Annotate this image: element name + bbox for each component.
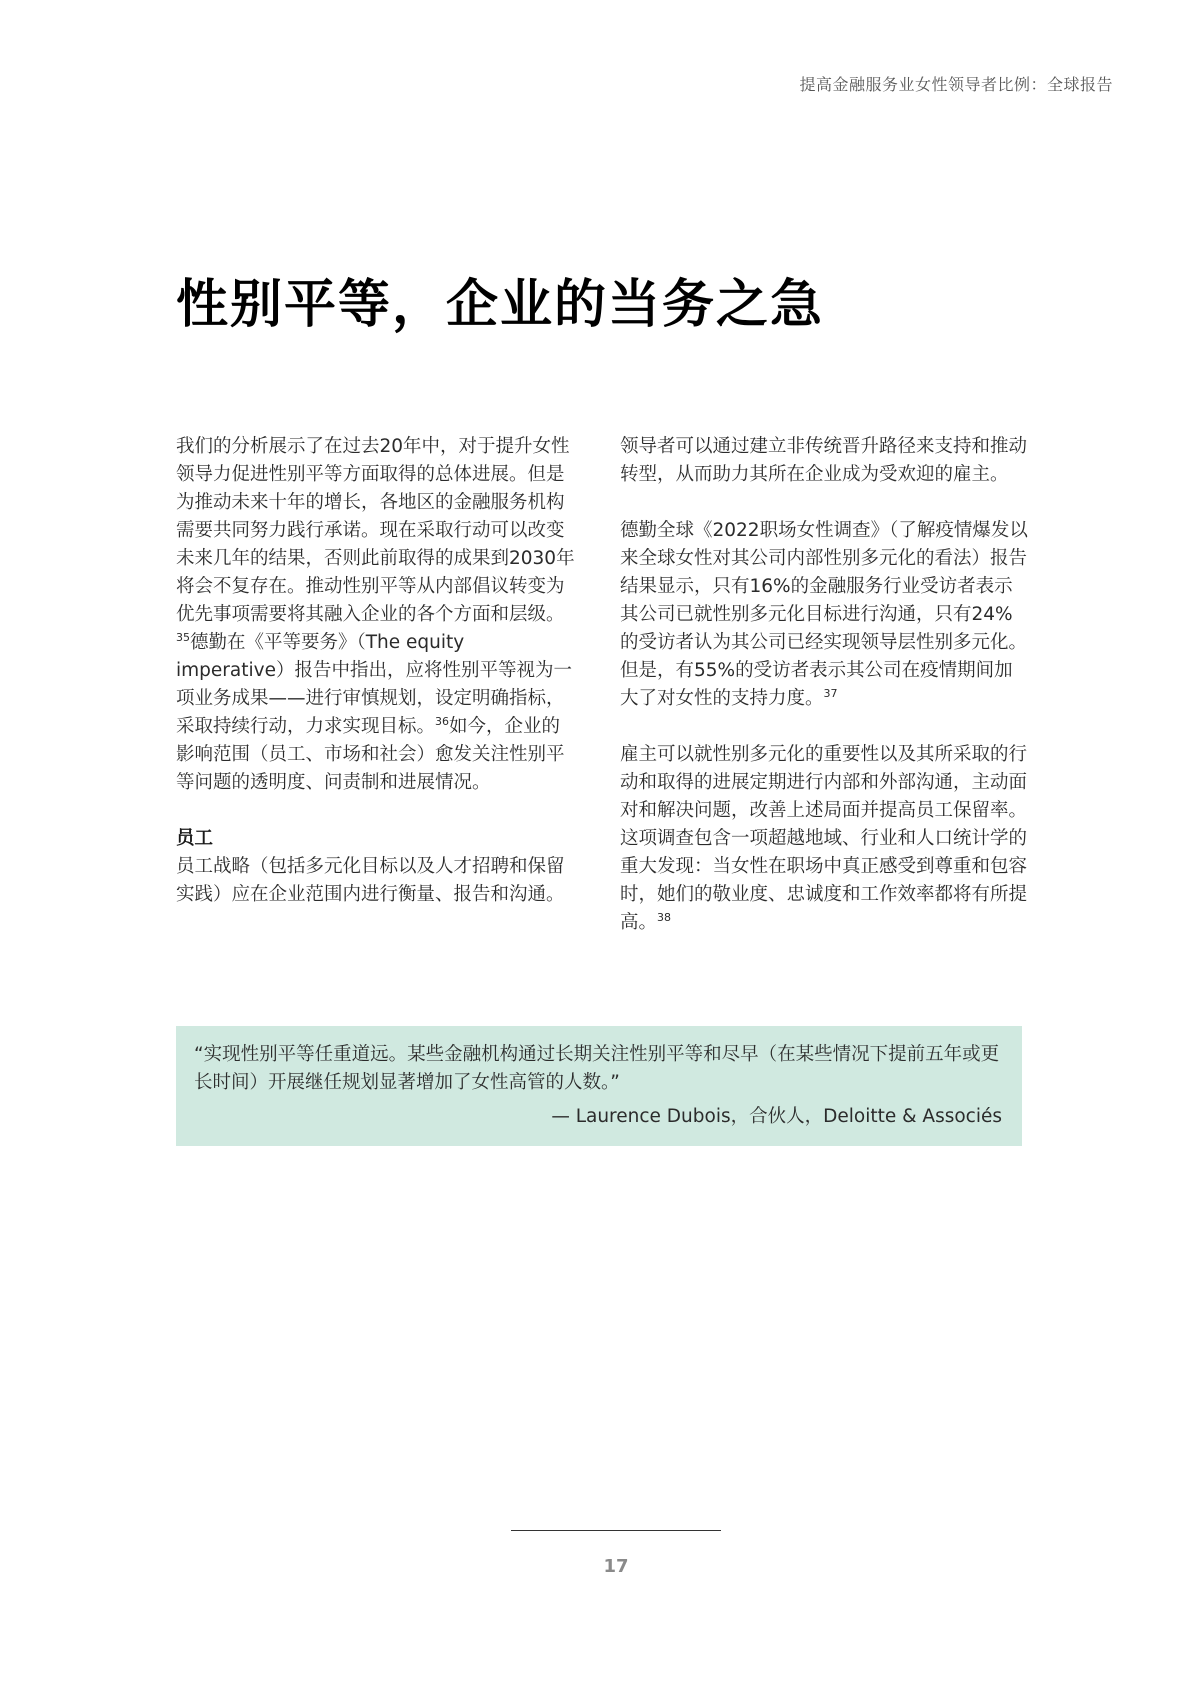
body-paragraph bbox=[620, 741, 1030, 937]
footnote-marker: 38 bbox=[657, 910, 672, 924]
paragraph-text: 雇主可以就性别多元化的重要性以及其所采取的行动和取得的进展定期进行内部和外部沟通，主动面对和解决问题，改善上述局面并提高员工保留率。这项调查包含一项超越地域、行业和人口统计学的重大发现：当女性在职场中真正感受到尊重和包容时，她们的敬业度、忠诚度和工作效率都将有所提高。 bbox=[620, 744, 1028, 933]
paragraph-text: 德勤在《平等要务》（The equity imperative）报告中指出，应将性别平等视为一项业务成果——进行审慎规划，设定明确指标，采取持续行动，力求实现目标。 bbox=[176, 632, 572, 737]
body-paragraph: 领导者可以通过建立非传统晋升路径来支持和推动转型，从而助力其所在企业成为受欢迎的雇主。 bbox=[620, 436, 1028, 485]
body-paragraph: 员工战略（包括多元化目标以及人才招聘和保留实践）应在企业范围内进行衡量、报告和沟通。 bbox=[176, 856, 565, 905]
paragraph-text: 如今，企业的影响范围（员工、市场和社会）愈发关注性别平等问题的透明度、问责制和进展情况。 bbox=[176, 716, 565, 793]
paragraph-text: 德勤全球《2022职场女性调查》（了解疫情爆发以来全球女性对其公司内部性别多元化的看法）报告结果显示，只有16%的金融服务行业受访者表示其公司已就性别多元化目标进行沟通，只有24%的受访者认为其公司已经实现领导层性别多元化。但是，有55%的受访者表示其公司在疫情期间加大了对女性的支持力度。 bbox=[620, 520, 1028, 709]
right-column bbox=[620, 433, 1030, 937]
pull-quote bbox=[176, 1026, 1022, 1146]
paragraph-text: 我们的分析展示了在过去20年中，对于提升女性领导力促进性别平等方面取得的总体进展。但是为推动未来十年的增长，各地区的金融服务机构需要共同努力践行承诺。现在采取行动可以改变未来几年的结果，否则此前取得的成果到2030年将会不复存在。推动性别平等从内部倡议转变为优先事项需要将其融入企业的各个方面和层级。 bbox=[176, 436, 575, 625]
footnote-marker: 36 bbox=[435, 714, 450, 728]
footnote-marker: 35 bbox=[176, 630, 190, 644]
footer-divider bbox=[511, 1530, 721, 1531]
footnote-marker: 37 bbox=[823, 686, 838, 700]
body-paragraph bbox=[620, 517, 1030, 713]
quote-text: “实现性别平等任重道远。某些金融机构通过长期关注性别平等和尽早（在某些情况下提前五年或更长时间）开展继任规划显著增加了女性高管的人数。” bbox=[194, 1044, 1000, 1093]
left-column bbox=[176, 433, 578, 909]
running-header: 提高金融服务业女性领导者比例：全球报告 bbox=[799, 75, 1113, 94]
body-paragraph bbox=[176, 433, 578, 797]
page-number: 17 bbox=[603, 1556, 629, 1577]
section-subheading: 员工 bbox=[176, 828, 214, 849]
quote-attribution: — Laurence Dubois，合伙人，Deloitte & Associés bbox=[551, 1106, 1002, 1127]
page-title: 性别平等，企业的当务之急 bbox=[176, 275, 825, 335]
